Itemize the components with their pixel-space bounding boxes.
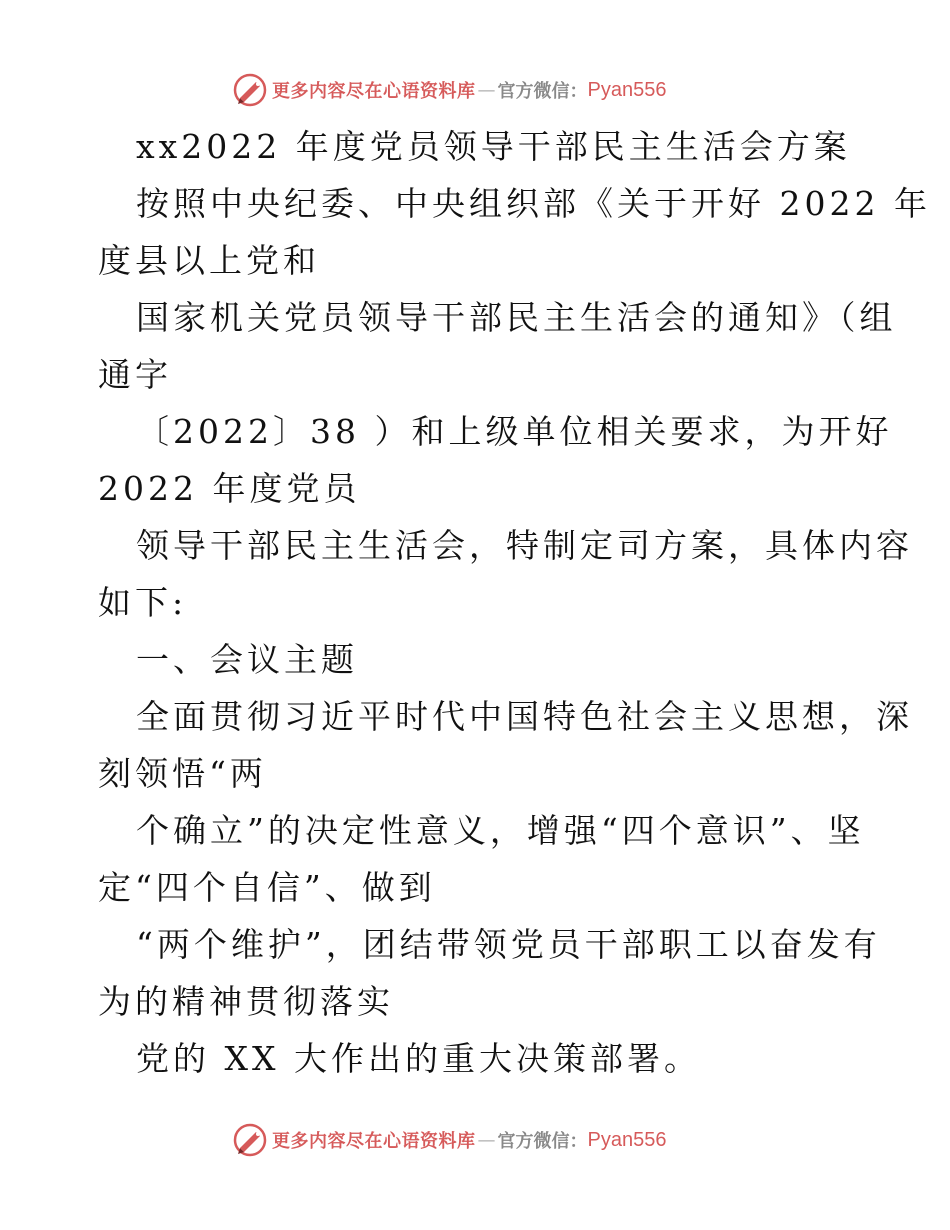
text-line: 度县以上党和 <box>98 241 320 280</box>
watermark-header <box>232 70 666 110</box>
text-line: 如下: <box>98 583 188 622</box>
watermark-slogan: 更多内容尽在心语资料库 <box>272 1131 476 1152</box>
watermark-contact-id: Pyan556 <box>587 1128 667 1151</box>
watermark-footer <box>232 1120 666 1160</box>
text-line: 按照中央纪委、中央组织部《关于开好 2022 年 <box>136 184 931 223</box>
watermark-contact-label: 官方微信： <box>497 81 588 102</box>
text-line: 定“四个自信”、做到 <box>98 868 436 907</box>
text-line: 一、会议主题 <box>136 640 358 679</box>
text-line: 2022 年度党员 <box>98 469 361 508</box>
pen-logo-icon <box>232 72 268 108</box>
text-line: 党的 XX 大作出的重大决策部署。 <box>136 1039 701 1078</box>
watermark-contact-id: Pyan556 <box>587 78 667 101</box>
text-line: xx2022 年度党员领导干部民主生活会方案 <box>136 127 851 166</box>
text-line: 刻领悟“两 <box>98 754 267 793</box>
watermark-slogan: 更多内容尽在心语资料库 <box>272 81 476 102</box>
text-line: 通字 <box>98 355 172 394</box>
text-line: 全面贯彻习近平时代中国特色社会主义思想，深 <box>136 697 913 736</box>
pen-logo-icon <box>232 1122 268 1158</box>
watermark-contact-label: 官方微信： <box>497 1131 588 1152</box>
text-line: 领导干部民主生活会，特制定司方案，具体内容 <box>136 526 913 565</box>
text-line: 个确立”的决定性意义，增强“四个意识”、坚 <box>136 811 865 850</box>
text-line: 〔2022〕38 ）和上级单位相关要求，为开好 <box>136 412 893 451</box>
watermark-dash: — <box>477 79 496 101</box>
text-line: 国家机关党员领导干部民主生活会的通知》（组 <box>136 298 897 337</box>
text-line: “两个维护”，团结带领党员干部职工以奋发有 <box>136 925 881 964</box>
watermark-dash: — <box>477 1129 496 1151</box>
document-body <box>98 118 931 1087</box>
text-line: 为的精神贯彻落实 <box>98 982 394 1021</box>
